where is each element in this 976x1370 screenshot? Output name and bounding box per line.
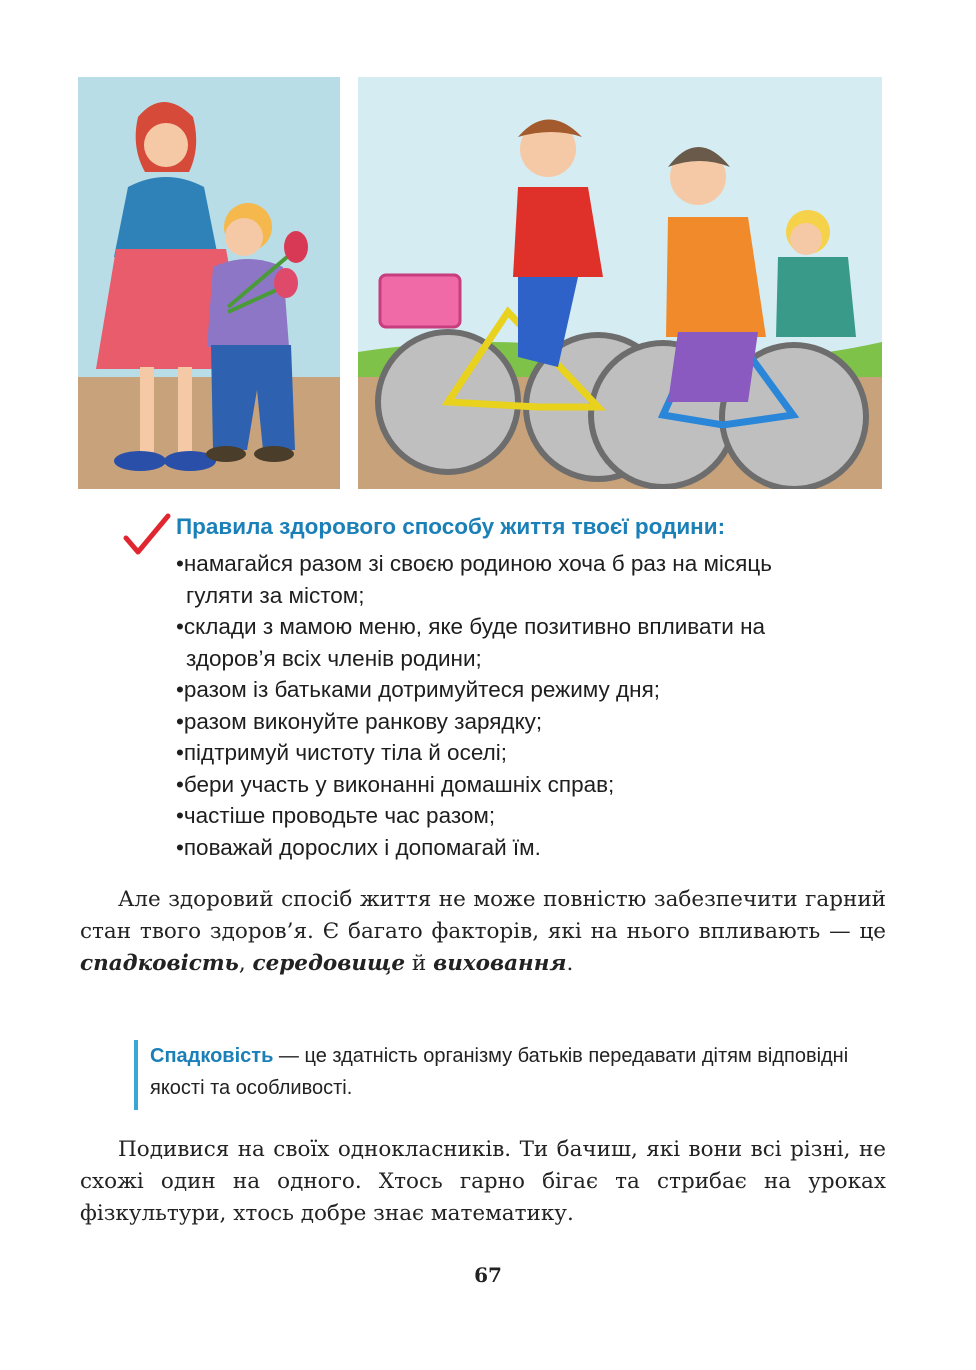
- term-upbringing: виховання: [433, 951, 567, 976]
- illustration-mother-and-son: [78, 77, 340, 489]
- definition-term: Спадковість: [150, 1045, 274, 1067]
- rule-item: •разом із батьками дотримуйтеся режиму дня;: [176, 677, 661, 702]
- rule-item: •підтримуй чистоту тіла й оселі;: [176, 740, 507, 765]
- rule-item: •разом виконуйте ранкову зарядку;: [176, 708, 543, 734]
- illustration-family-on-bicycles: [358, 77, 882, 489]
- rule-item: •бери участь у виконанні домашніх справ;: [176, 771, 615, 797]
- family-bicycles-drawing: [358, 77, 882, 489]
- mother-and-son-drawing: [78, 77, 340, 489]
- page-number: 67: [474, 1263, 502, 1287]
- rule-item: •намагайся разом зі своєю родиною хоча б раз на місяць гуляти за містом;: [176, 551, 772, 608]
- paragraph-classmates: Подивися на своїх однокласників. Ти бачиш, які вони всі різні, не схожі один на одного. Хтось гарно бігає та стрибає на уроках фізкультури, хтось добре знає математику.: [80, 1137, 886, 1226]
- rule-item: •склади з мамою меню, яке буде позитивно впливати на здоров’я всіх членів родини;: [176, 614, 766, 671]
- rules-title: Правила здорового способу життя твоєї родини:: [176, 514, 726, 539]
- rule-item: •поважай дорослих і допомагай їм.: [176, 834, 541, 860]
- checkmark-icon: [122, 512, 172, 556]
- term-environment: середовище: [252, 951, 406, 976]
- paragraph-healthy-lifestyle-factors: Але здоровий спосіб життя не може повністю забезпечити гарний стан твого здоров’я. Є багато факторів, які на нього впливають — це спадковість, середовище й виховання.: [80, 887, 886, 976]
- definition-heredity: [134, 1040, 874, 1110]
- rules-list: [176, 548, 772, 863]
- rule-item: •частіше проводьте час разом;: [176, 803, 496, 828]
- definition-text: — це здатність організму батьків передавати дітям відповідні якості та особливості.: [150, 1045, 849, 1099]
- term-heredity: спадковість: [80, 951, 239, 976]
